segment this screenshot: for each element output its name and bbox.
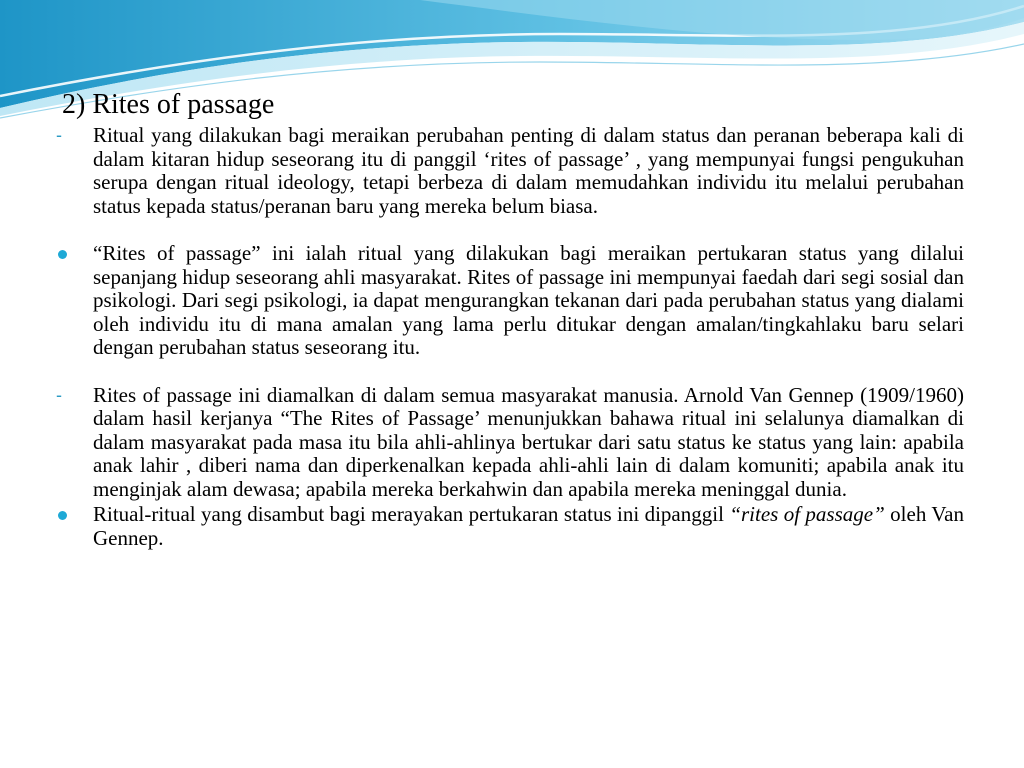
dash-marker: -: [56, 125, 62, 145]
bullet-icon: [56, 242, 76, 265]
list-item-text: “Rites of passage” ini ialah ritual yang dilakukan bagi meraikan pertukaran status yang dilalui sepanjang hidup seseorang ahli masyarakat. Rites of passage ini mempunyai faedah dari segi sosial dan psikologi. Dari segi psikologi, ia dapat mengurangkan tekanan dari pada perubahan status yang dialami oleh individu itu di mana amalan yang lama perlu ditukar dengan amalan/tingkahlaku baru selari dengan perubahan status seseorang itu.: [93, 241, 964, 359]
list-item-text: Rites of passage ini diamalkan di dalam semua masyarakat manusia. Arnold Van Gennep (1909/1960) dalam hasil kerjanya “The Rites of Passage’ menunjukkan bahawa ritual ini selalunya diamalkan di dalam masyarakat pada masa itu bila ahli-ahlinya bertukar dari satu status ke status yang lain: apabila anak lahir , diberi nama dan diperkenalkan kepada ahli-ahli lain di dalam komuniti; apabila anak itu menginjak alam dewasa; apabila mereka berkahwin dan apabila mereka meninggal dunia.: [93, 382, 964, 501]
bullet-icon: [56, 503, 76, 526]
list-item-text-before: Ritual-ritual yang disambut bagi merayakan pertukaran status ini dipanggil: [93, 502, 730, 526]
list-item-1: [56, 124, 964, 218]
list-item-text-after: oleh Van Gennep.: [93, 502, 964, 550]
list-item-text: Ritual yang dilakukan bagi meraikan perubahan penting di dalam status dan peranan beberapa kali di dalam kitaran hidup seseorang itu di panggil ‘rites of passage’ , yang mempunyai fungsi pengukuhan serupa dengan ritual ideology, tetapi berbeza di dalam memudahkan individu itu melalui perubahan status kepada status/peranan baru yang mereka belum biasa.: [93, 123, 964, 218]
slide-body: [56, 88, 964, 550]
dash-marker: -: [56, 384, 62, 405]
list-item-4: [56, 503, 964, 550]
list-item-text-italic: “rites of passage”: [729, 502, 885, 526]
list-item-3: [56, 384, 964, 502]
slide-title: 2) Rites of passage: [62, 89, 275, 120]
list-item-2: [56, 242, 964, 360]
